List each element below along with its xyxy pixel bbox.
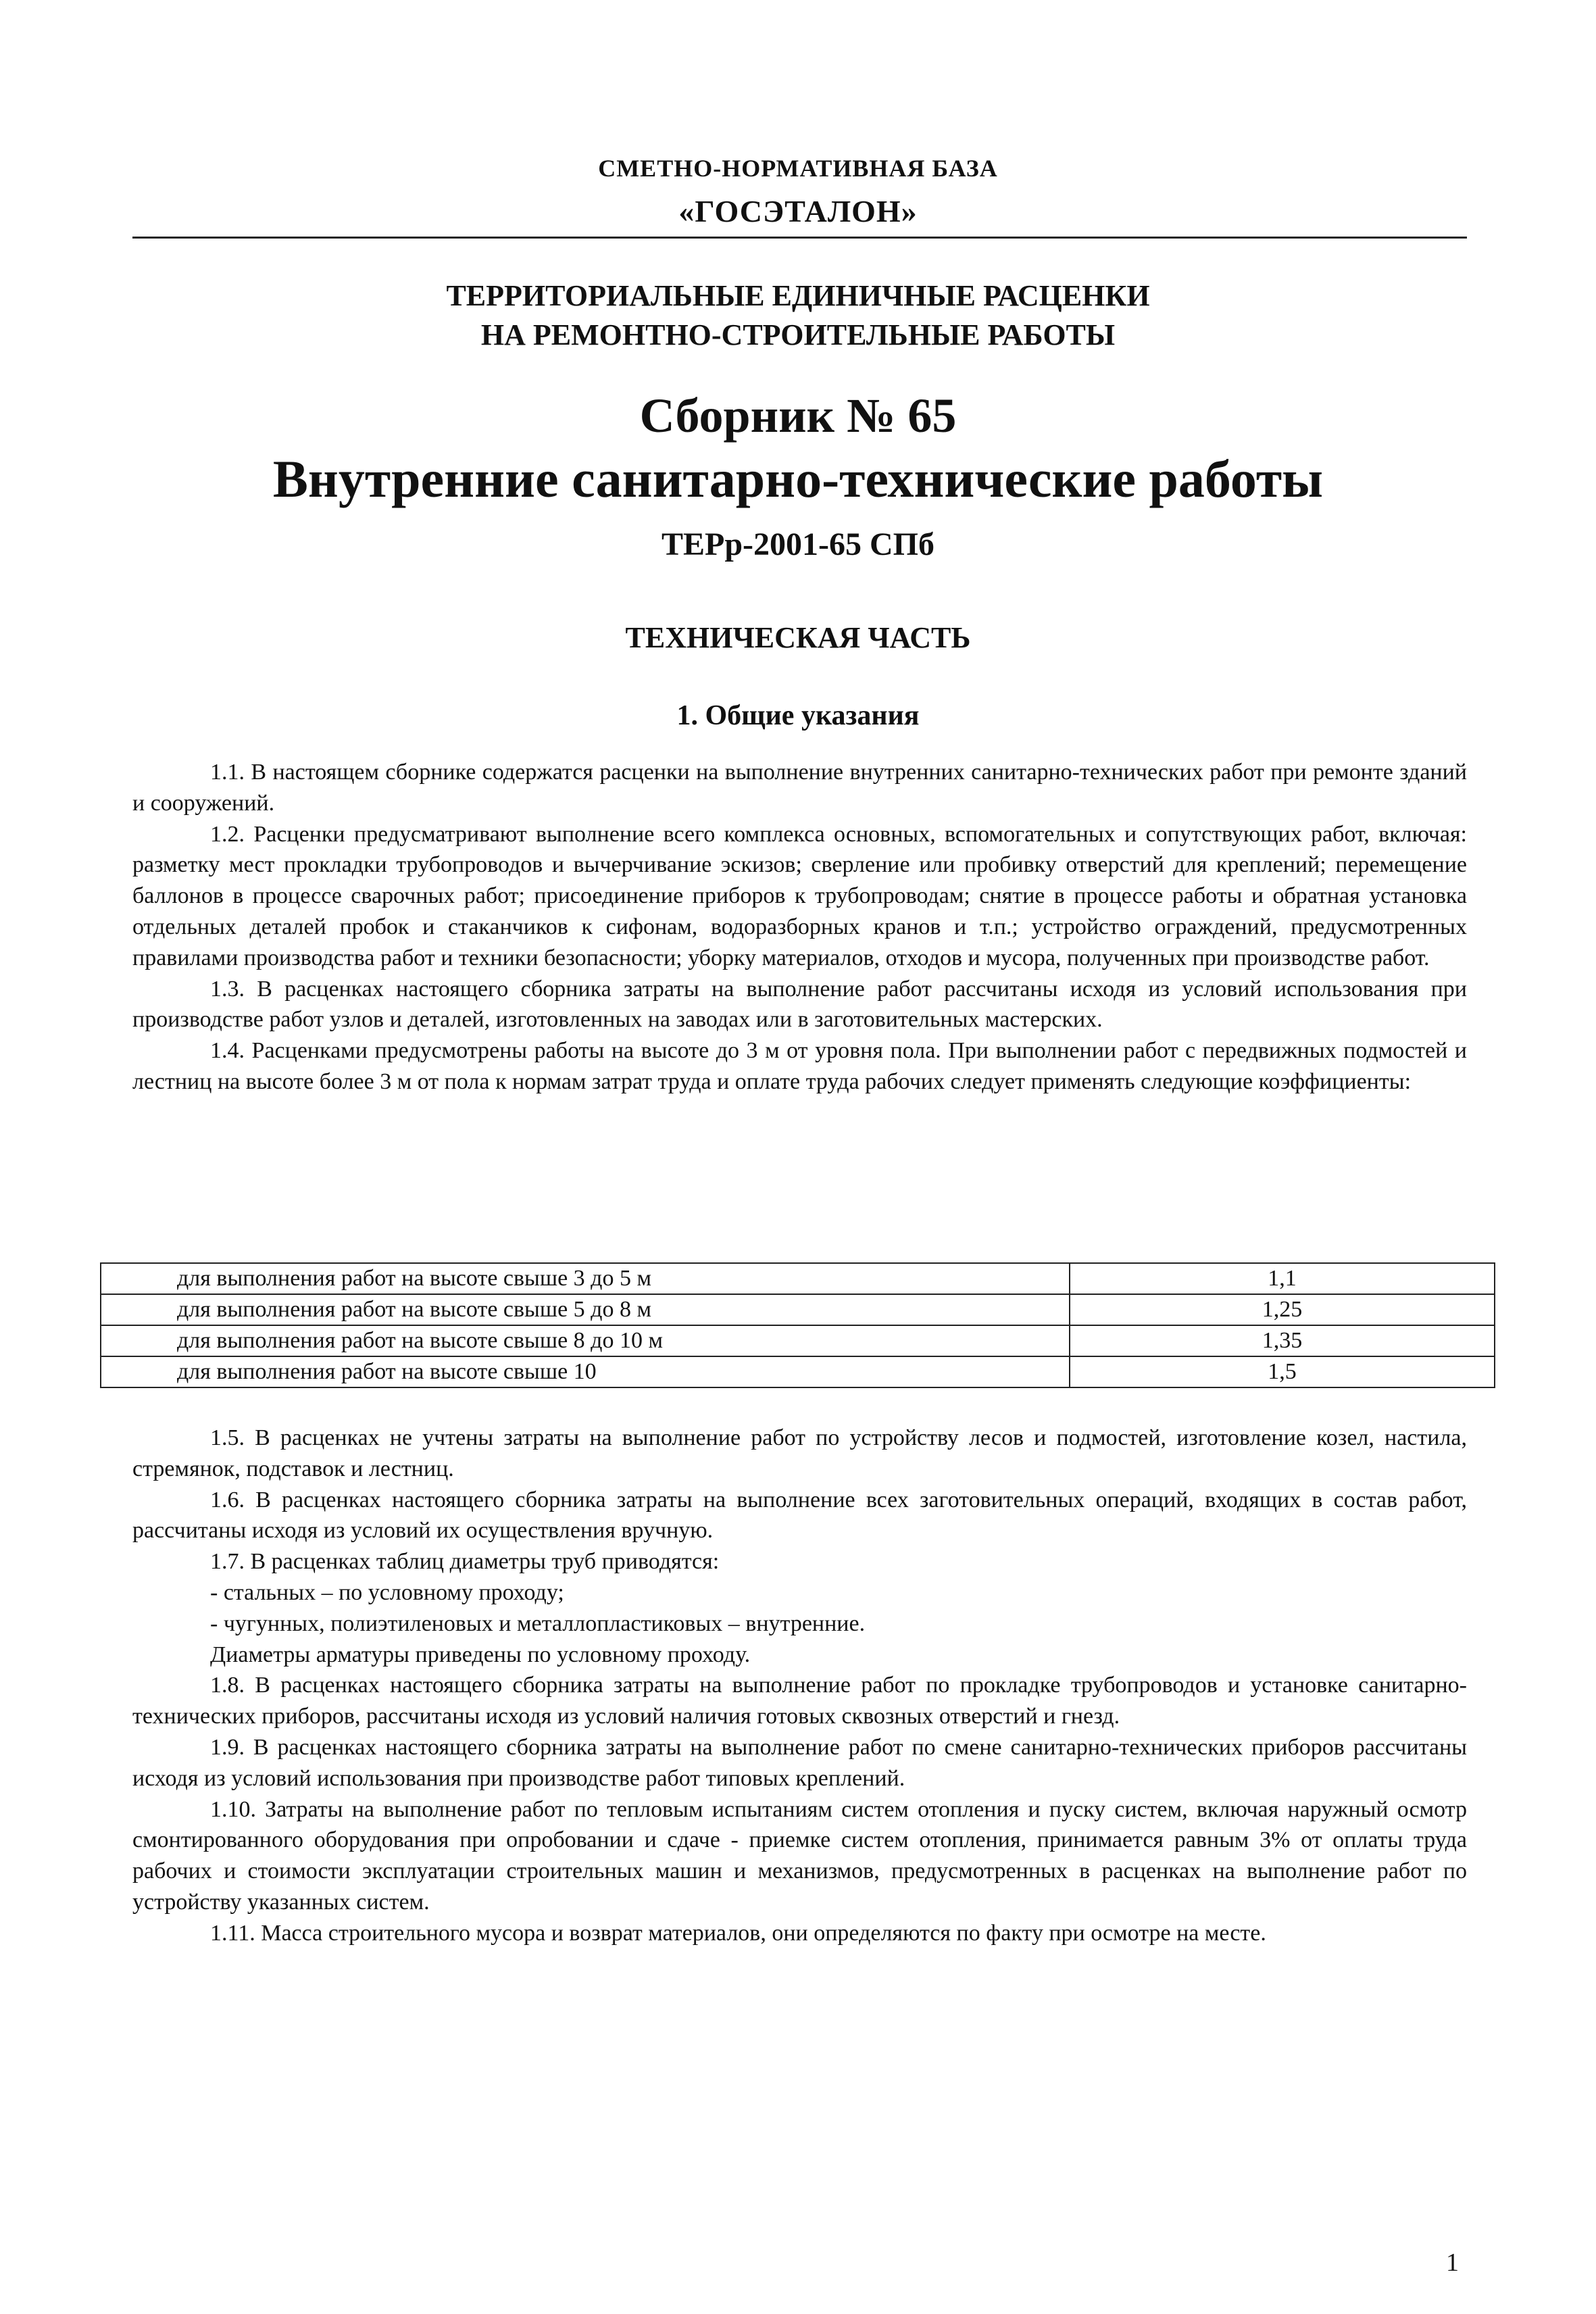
collection-code: ТЕРр-2001-65 СПб xyxy=(661,526,934,562)
collection-number: Сборник № 65 xyxy=(639,389,957,443)
coef-label: для выполнения работ на высоте свыше 8 до 10 м xyxy=(101,1325,1070,1356)
table-row xyxy=(101,1263,1495,1294)
collection-title: Внутренние санитарно-технические работы xyxy=(272,449,1324,508)
paragraph-1-10: 1.10. Затраты на выполнение работ по тепловым испытаниям систем отопления и пуску систем, включая наружный осмотр смонтированного оборудования при опробовании и сдаче - приемке систем отопления, принимается равным 3% от оплаты труда рабочих и стоимости эксплуатации строительных машин и механизмов, предусмотренных в расценках на выполнение работ по устройству указанных систем. xyxy=(132,1796,1467,1915)
paragraph-1-8: 1.8. В расценках настоящего сборника затраты на выполнение работ по прокладке трубопроводов и установке санитарно-технических приборов, рассчитаны исходя из условий наличия готовых сквозных отверстий и гнезд. xyxy=(132,1673,1467,1729)
subtitle-line-1: ТЕРРИТОРИАЛЬНЫЕ ЕДИНИЧНЫЕ РАСЦЕНКИ xyxy=(446,279,1150,312)
section-title: 1. Общие указания xyxy=(676,700,920,731)
coef-label: для выполнения работ на высоте свыше 5 до 8 м xyxy=(101,1294,1070,1325)
paragraph-1-11: 1.11. Масса строительного мусора и возврат материалов, они определяются по факту при осмотре на месте. xyxy=(210,1920,1266,1946)
paragraph-1-2: 1.2. Расценки предусматривают выполнение всего комплекса основных, вспомогательных и сопутствующих работ, включая: разметку мест прокладки трубопроводов и вычерчивание эскизов; сверление или пробивку отверстий для креплений; перемещение баллонов в процессе сварочных работ; присоединение приборов к трубопроводам; снятие в процессе работы и обратная установка отдельных деталей пробок и стаканчиков к сифонам, водоразборных кранов и т.п.; устройство ограждений, предусмотренных правилами производства работ и техники безопасности; уборку материалов, отходов и мусора, полученных при производстве работ. xyxy=(132,821,1467,970)
list-item: - стальных – по условному проходу; xyxy=(210,1579,564,1605)
part-title: ТЕХНИЧЕСКАЯ ЧАСТЬ xyxy=(625,621,971,654)
coefficients-table xyxy=(100,1262,1495,1388)
page-number: 1 xyxy=(1446,2248,1459,2277)
paragraph-1-9: 1.9. В расценках настоящего сборника затраты на выполнение работ по смене санитарно-технических приборов рассчитаны исходя из условий использования при производстве работ типовых креплений. xyxy=(132,1734,1467,1791)
paragraphs-bottom xyxy=(132,1423,1467,1949)
paragraph-note: Диаметры арматуры приведены по условному проходу. xyxy=(210,1642,751,1667)
coef-value: 1,5 xyxy=(1070,1356,1495,1387)
coef-value: 1,25 xyxy=(1070,1294,1495,1325)
coef-value: 1,35 xyxy=(1070,1325,1495,1356)
subtitle-line-2: НА РЕМОНТНО-СТРОИТЕЛЬНЫЕ РАБОТЫ xyxy=(480,318,1116,351)
table-row xyxy=(101,1294,1495,1325)
coef-value: 1,1 xyxy=(1070,1263,1495,1294)
paragraph-1-3: 1.3. В расценках настоящего сборника затраты на выполнение работ рассчитаны исходя из условий использования при производстве работ узлов и деталей, изготовленных на заводах или в заготовительных мастерских. xyxy=(132,976,1467,1033)
header-line-1: СМЕТНО-НОРМАТИВНАЯ БАЗА xyxy=(598,155,998,182)
header-rule xyxy=(132,237,1467,239)
paragraph-1-1: 1.1. В настоящем сборнике содержатся расценки на выполнение внутренних санитарно-технических работ при ремонте зданий и сооружений. xyxy=(132,760,1467,816)
paragraph-1-6: 1.6. В расценках настоящего сборника затраты на выполнение всех заготовительных операций, входящих в состав работ, рассчитаны исходя из условий их осуществления вручную. xyxy=(132,1487,1467,1544)
coef-label: для выполнения работ на высоте свыше 3 до 5 м xyxy=(101,1263,1070,1294)
paragraph-1-5: 1.5. В расценках не учтены затраты на выполнение работ по устройству лесов и подмостей, изготовление козел, настила, стремянок, подставок и лестниц. xyxy=(132,1425,1467,1481)
table-row xyxy=(101,1356,1495,1387)
list-item: - чугунных, полиэтиленовых и металлопластиковых – внутренние. xyxy=(210,1610,866,1636)
paragraph-1-4: 1.4. Расценками предусмотрены работы на высоте до 3 м от уровня пола. При выполнении работ с передвижных подмостей и лестниц на высоте более 3 м от пола к нормам затрат труда и оплате труда рабочих следует применять следующие коэффициенты: xyxy=(132,1038,1467,1094)
paragraph-1-7: 1.7. В расценках таблиц диаметры труб приводятся: xyxy=(210,1549,720,1575)
table-row xyxy=(101,1325,1495,1356)
coef-label: для выполнения работ на высоте свыше 10 xyxy=(101,1356,1070,1387)
paragraphs-top xyxy=(132,757,1467,1098)
header-line-2: «ГОСЭТАЛОН» xyxy=(678,194,918,228)
